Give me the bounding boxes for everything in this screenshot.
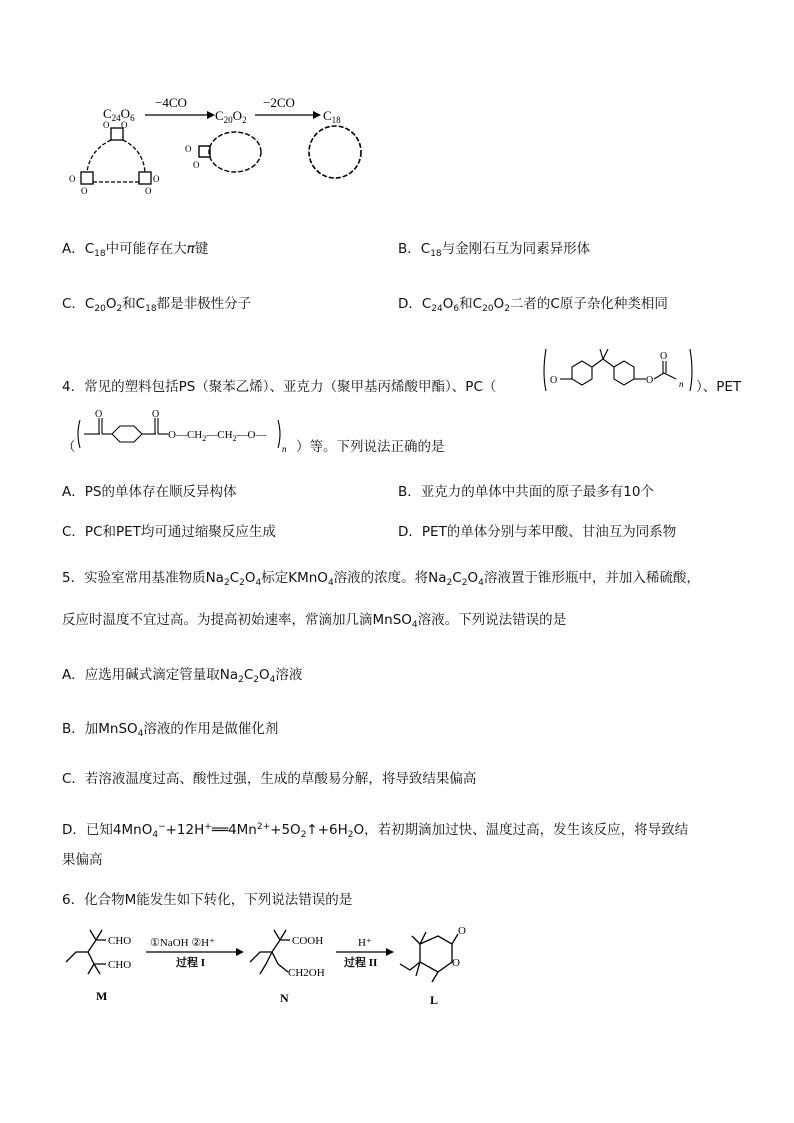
svg-text:O: O bbox=[193, 160, 200, 170]
svg-text:O: O bbox=[646, 375, 654, 386]
pc-structure bbox=[542, 345, 694, 395]
svg-text:O: O bbox=[152, 409, 160, 420]
label-c20o2: $C_{20}O_2$ bbox=[215, 108, 247, 125]
q4-stem-part4: ）等。下列说法正确的是 bbox=[296, 439, 445, 455]
q5-option-d-line1: D．已知$4MnO_4^-+12H^+══4Mn^{2+}+5O_2↑+6H_2O$，若初期滴加过快、温度过高，发生该反应，将导致结 bbox=[62, 822, 689, 840]
svg-text:H⁺: H⁺ bbox=[358, 937, 372, 949]
svg-text:CHO: CHO bbox=[108, 935, 132, 947]
q6-stem: 6．化合物M能发生如下转化，下列说法错误的是 bbox=[62, 892, 353, 908]
q4-option-b: B．亚克力的单体中共面的原子最多有10个 bbox=[398, 484, 654, 500]
svg-text:COOH: COOH bbox=[292, 935, 324, 947]
svg-text:①NaOH ②H⁺: ①NaOH ②H⁺ bbox=[150, 937, 215, 949]
label-c24o6: $C_{24}O_6$ bbox=[103, 106, 135, 123]
q4-option-c: C．PC和PET均可通过缩聚反应生成 bbox=[62, 524, 276, 540]
svg-text:n: n bbox=[679, 379, 684, 389]
arrow-2-head bbox=[313, 111, 321, 119]
svg-text:O: O bbox=[660, 351, 668, 362]
svg-text:L: L bbox=[430, 993, 439, 1007]
svg-text:过程 I: 过程 I bbox=[176, 957, 206, 969]
svg-text:O—CH2—CH2—O—: $O—CH_2—CH_2—O—$ bbox=[168, 429, 267, 443]
q5-option-a: A．应选用碱式滴定管量取$Na_2C_2O_4$溶液 bbox=[62, 667, 303, 685]
svg-text:O: O bbox=[95, 409, 103, 420]
arrow-1-head bbox=[207, 111, 215, 119]
q5-stem-line2: 反应时温度不宜过高。为提高初始速率，常滴加几滴MnSO$_4$溶液。下列说法错误的是 bbox=[62, 612, 567, 630]
svg-text:O: O bbox=[145, 186, 152, 196]
q5-stem-line1: 5．实验室常用基准物质$Na_2C_2O_4$标定KMnO$_4$溶液的浓度。将$Na_2C_2O_4$溶液置于锥形瓶中，并加入稀硫酸， bbox=[62, 570, 700, 588]
q4-stem-part2: ）、PET bbox=[696, 379, 742, 395]
c18-structure bbox=[309, 126, 361, 178]
svg-text:O: O bbox=[69, 174, 76, 184]
q4-stem-part1: 4．常见的塑料包括PS（聚苯乙烯）、亚克力（聚甲基丙烯酸甲酯）、PC（ bbox=[62, 379, 497, 395]
svg-text:O: O bbox=[550, 375, 558, 386]
svg-text:O: O bbox=[153, 174, 160, 184]
q3-option-b: B．$C_{18}$与金刚石互为同素异形体 bbox=[398, 241, 591, 259]
c24o6-structure bbox=[69, 120, 160, 196]
svg-text:n: n bbox=[282, 444, 287, 454]
svg-text:O: O bbox=[458, 925, 466, 937]
q3-option-c: C．$C_{20}O_2$和$C_{18}$都是非极性分子 bbox=[62, 296, 252, 314]
label-c18: $C_{18}$ bbox=[323, 108, 341, 125]
svg-text:CHO: CHO bbox=[108, 959, 132, 971]
q6-reaction-scheme bbox=[60, 922, 480, 1014]
arrow-2-label: −2CO bbox=[263, 95, 295, 110]
arrow-1-label: −4CO bbox=[155, 95, 187, 110]
svg-text:CH2OH: CH2OH bbox=[288, 967, 325, 979]
svg-text:M: M bbox=[96, 989, 108, 1003]
q5-option-b: B．加MnSO$_4$溶液的作用是做催化剂 bbox=[62, 721, 279, 739]
compound-m bbox=[66, 930, 106, 974]
svg-text:过程 II: 过程 II bbox=[344, 957, 378, 969]
q4-option-d: D．PET的单体分别与苯甲酸、甘油互为同系物 bbox=[398, 524, 677, 540]
svg-text:O: O bbox=[452, 957, 460, 969]
svg-text:O: O bbox=[121, 120, 128, 130]
pet-structure bbox=[72, 408, 294, 456]
compound-l bbox=[400, 932, 458, 982]
c20o2-structure bbox=[185, 132, 261, 172]
svg-text:O: O bbox=[81, 186, 88, 196]
svg-text:N: N bbox=[280, 991, 289, 1005]
q5-option-c: C．若溶液温度过高、酸性过强，生成的草酸易分解，将导致结果偏高 bbox=[62, 771, 477, 787]
q3-option-a: A．$C_{18}$中可能存在大π键 bbox=[62, 241, 209, 259]
svg-text:O: O bbox=[103, 120, 110, 130]
carbon-ring-scheme bbox=[55, 90, 395, 210]
q3-option-d: D．$C_{24}O_6$和$C_{20}O_2$二者的C原子杂化种类相同 bbox=[398, 296, 668, 314]
compound-n bbox=[250, 930, 290, 974]
q5-option-d-line2: 果偏高 bbox=[62, 852, 103, 868]
q4-option-a: A．PS的单体存在顺反异构体 bbox=[62, 484, 237, 500]
q4-stem-part3: （ bbox=[62, 439, 76, 455]
svg-text:O: O bbox=[185, 144, 192, 154]
